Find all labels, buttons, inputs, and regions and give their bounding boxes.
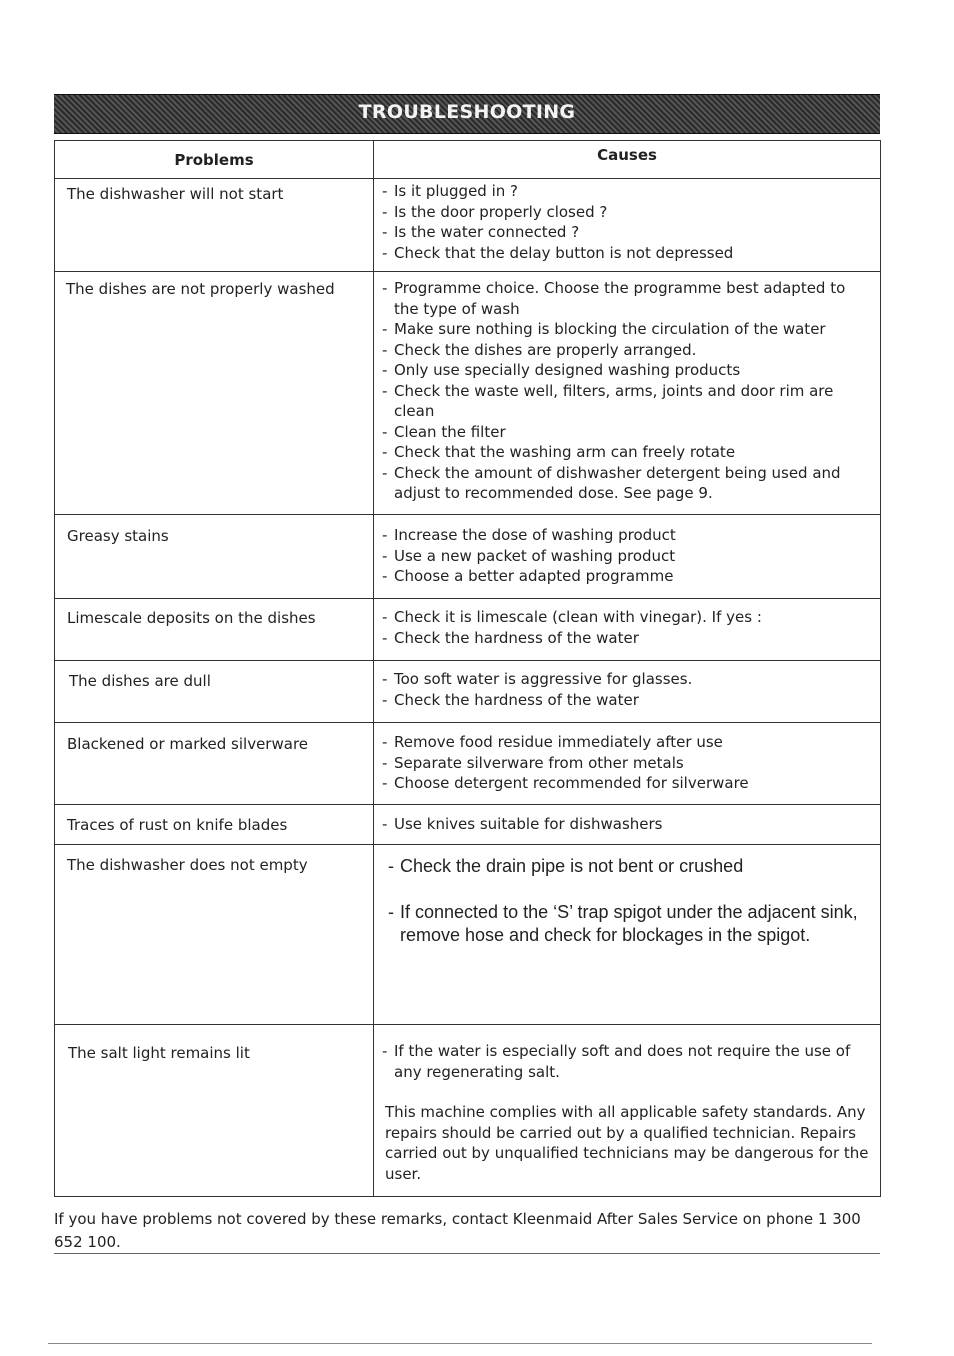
section-banner bbox=[54, 94, 880, 134]
cause-item: - Check the hardness of the water bbox=[382, 628, 872, 649]
cause-item: - Use a new packet of washing product bbox=[382, 546, 872, 567]
cause-item: - Is the water connected ? bbox=[382, 222, 872, 243]
table-row bbox=[55, 845, 881, 1025]
cause-item: - Use knives suitable for dishwashers bbox=[382, 814, 872, 835]
cause-item: - Only use specially designed washing products bbox=[382, 360, 872, 381]
causes-cell bbox=[374, 805, 881, 845]
problem-cell: The dishwasher will not start bbox=[55, 179, 374, 272]
table-row bbox=[55, 272, 881, 515]
causes-cell bbox=[374, 179, 881, 272]
table-row bbox=[55, 723, 881, 805]
problem-cell: The dishwasher does not empty bbox=[55, 845, 374, 1025]
safety-note: This machine complies with all applicable safety standards. Any repairs should be carried out by a qualified technician. Repairs carried out by unqualified technicians may be dangerous for the user. bbox=[385, 1103, 869, 1183]
page-bottom-divider bbox=[48, 1343, 872, 1344]
column-header-problems: Problems bbox=[55, 141, 374, 179]
causes-cell bbox=[374, 723, 881, 805]
cause-item: - Check the amount of dishwasher detergent being used and adjust to recommended dose. See page 9. bbox=[382, 463, 872, 504]
table-header-row bbox=[55, 141, 881, 179]
problem-cell: The salt light remains lit bbox=[55, 1025, 374, 1197]
cause-item: - If the water is especially soft and does not require the use of any regenerating salt. bbox=[382, 1041, 872, 1082]
table-row bbox=[55, 515, 881, 599]
cause-item: - Is the door properly closed ? bbox=[382, 202, 872, 223]
problem-cell: Greasy stains bbox=[55, 515, 374, 599]
table-row bbox=[55, 661, 881, 723]
cause-item: - Check the drain pipe is not bent or crushed bbox=[388, 855, 872, 878]
causes-cell bbox=[374, 599, 881, 661]
causes-cell bbox=[374, 515, 881, 599]
cause-item: - Remove food residue immediately after use bbox=[382, 732, 872, 753]
causes-cell bbox=[374, 1025, 881, 1197]
cause-item: - Clean the filter bbox=[382, 422, 872, 443]
footer-divider bbox=[54, 1253, 880, 1254]
cause-item: - Choose a better adapted programme bbox=[382, 566, 872, 587]
cause-item: - Increase the dose of washing product bbox=[382, 525, 872, 546]
problem-cell: Limescale deposits on the dishes bbox=[55, 599, 374, 661]
cause-item: - Check that the delay button is not depressed bbox=[382, 243, 872, 264]
cause-item: - Check that the washing arm can freely rotate bbox=[382, 442, 872, 463]
table-row bbox=[55, 805, 881, 845]
problem-cell: The dishes are not properly washed bbox=[55, 272, 374, 515]
cause-item: - Choose detergent recommended for silverware bbox=[382, 773, 872, 794]
cause-item: - Is it plugged in ? bbox=[382, 181, 872, 202]
cause-item: - Too soft water is aggressive for glasses. bbox=[382, 669, 872, 690]
cause-item: - If connected to the ‘S’ trap spigot under the adjacent sink, remove hose and check for blockages in the spigot. bbox=[388, 901, 872, 947]
table-row bbox=[55, 1025, 881, 1197]
causes-cell bbox=[374, 661, 881, 723]
cause-item: - Check the dishes are properly arranged. bbox=[382, 340, 872, 361]
cause-item: - Check the hardness of the water bbox=[382, 690, 872, 711]
cause-item: - Programme choice. Choose the programme best adapted to the type of wash bbox=[382, 278, 872, 319]
troubleshooting-table bbox=[54, 140, 881, 1197]
cause-item: - Separate silverware from other metals bbox=[382, 753, 872, 774]
cause-item: - Check the waste well, filters, arms, joints and door rim are clean bbox=[382, 381, 872, 422]
causes-cell bbox=[374, 272, 881, 515]
column-header-causes: Causes bbox=[374, 141, 881, 179]
problem-cell: The dishes are dull bbox=[55, 661, 374, 723]
footer-contact-text: If you have problems not covered by these remarks, contact Kleenmaid After Sales Service on phone 1 300 652 100. bbox=[54, 1210, 861, 1251]
problem-cell: Blackened or marked silverware bbox=[55, 723, 374, 805]
causes-cell bbox=[374, 845, 881, 1025]
cause-item: - Make sure nothing is blocking the circulation of the water bbox=[382, 319, 872, 340]
problem-cell: Traces of rust on knife blades bbox=[55, 805, 374, 845]
page-title: TROUBLESHOOTING bbox=[358, 101, 576, 123]
cause-item: - Check it is limescale (clean with vinegar). If yes : bbox=[382, 607, 872, 628]
table-row bbox=[55, 599, 881, 661]
table-row bbox=[55, 179, 881, 272]
